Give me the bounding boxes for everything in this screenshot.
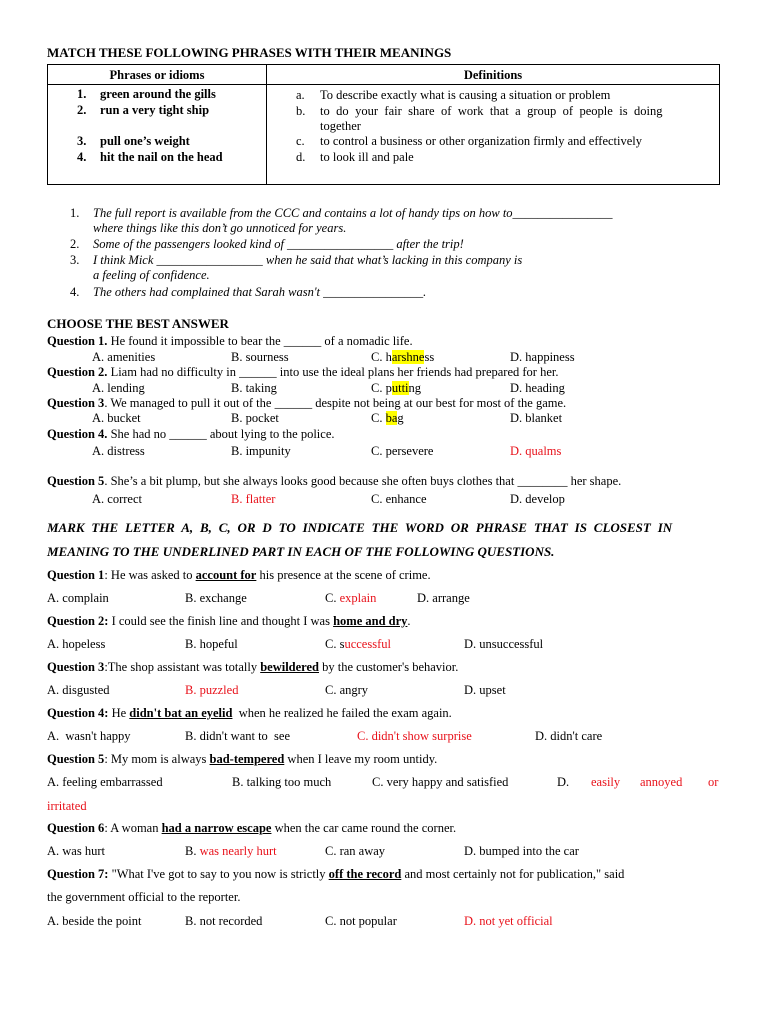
s3-q7-option-a[interactable]: A. beside the point bbox=[47, 914, 142, 928]
s3-q6-option-c[interactable]: C. ran away bbox=[325, 844, 386, 858]
s3-q2-option-a[interactable]: A. hopeless bbox=[47, 637, 106, 651]
phrase-1-text: green around the gills bbox=[100, 87, 216, 101]
sentence-1-num: 1. bbox=[70, 206, 80, 220]
s3-q4-option-c[interactable]: C. didn't show surprise bbox=[357, 729, 472, 743]
s2-q2-option-a[interactable]: A. lending bbox=[92, 381, 145, 395]
phrase-1: 1. bbox=[77, 87, 87, 101]
mark-section-title-1: MARK THE LETTER A, B, C, OR D TO INDICATE THE WORD OR PHRASE THAT IS CLOSEST IN bbox=[47, 520, 673, 535]
s3-q3-option-c[interactable]: C. angry bbox=[325, 683, 369, 697]
s2-q1-option-b[interactable]: B. sourness bbox=[231, 350, 289, 364]
s2-question-2: Question 2. Liam had no difficulty in ______ into use the ideal plans her friends had prepared for her. bbox=[47, 365, 559, 379]
s2-q2-option-b[interactable]: B. taking bbox=[231, 381, 277, 395]
definition-a: To describe exactly what is causing a situation or problem bbox=[320, 88, 611, 102]
sentence-1: The full report is available from the CCC and contains a lot of handy tips on how to________________ bbox=[93, 206, 613, 220]
s2-q5-option-d[interactable]: D. develop bbox=[510, 492, 565, 506]
s3-q7-option-d[interactable]: D. not yet official bbox=[464, 914, 553, 928]
s3-q2-option-c[interactable]: C. successful bbox=[325, 637, 391, 651]
s3-question-7: Question 7: "What I've got to say to you now is strictly off the record and most certainly not for publication," said bbox=[47, 867, 625, 881]
sentence-3: I think Mick _________________ when he said that what’s lacking in this company is bbox=[93, 253, 523, 267]
s2-q3-option-b[interactable]: B. pocket bbox=[231, 411, 279, 425]
s3-question-6: Question 6: A woman had a narrow escape when the car came round the corner. bbox=[47, 821, 457, 835]
s3-q4-option-d[interactable]: D. didn't care bbox=[535, 729, 603, 743]
definition-b: to do your fair share of work that a group of people is doing bbox=[320, 104, 663, 118]
s3-q1-option-b[interactable]: B. exchange bbox=[185, 591, 247, 605]
s2-q3-option-d[interactable]: D. blanket bbox=[510, 411, 563, 425]
definition-a-letter: a. bbox=[296, 88, 305, 102]
s3-q2-option-b[interactable]: B. hopeful bbox=[185, 637, 238, 651]
s3-q4-option-b[interactable]: B. didn't want to see bbox=[185, 729, 291, 743]
s3-q5-option-d-cont[interactable]: irritated bbox=[47, 799, 87, 813]
s3-q3-option-d[interactable]: D. upset bbox=[464, 683, 506, 697]
s3-question-4: Question 4: He didn't bat an eyelid when he realized he failed the exam again. bbox=[47, 706, 452, 720]
mark-section-title-2: MEANING TO THE UNDERLINED PART IN EACH OF THE FOLLOWING QUESTIONS. bbox=[47, 544, 555, 559]
phrase-2-text: run a very tight ship bbox=[100, 103, 210, 117]
s3-q5-option-a[interactable]: A. feeling embarrassed bbox=[47, 775, 163, 789]
s2-q1-option-a[interactable]: A. amenities bbox=[92, 350, 156, 364]
col-header-phrases: Phrases or idioms bbox=[109, 68, 205, 82]
s3-question-5: Question 5: My mom is always bad-tempered when I leave my room untidy. bbox=[47, 752, 438, 766]
s2-question-4: Question 4. She had no ______ about lying to the police. bbox=[47, 427, 335, 441]
s3-q5-option-d-word3[interactable]: or bbox=[708, 775, 719, 789]
s3-q5-option-d-word2[interactable]: annoyed bbox=[640, 775, 683, 789]
sentence-3-num: 3. bbox=[70, 253, 80, 267]
phrase-2: 2. bbox=[77, 103, 87, 117]
definition-b-cont: together bbox=[320, 119, 361, 133]
s2-q3-option-c[interactable]: C. bag bbox=[371, 411, 404, 425]
match-section-title: MATCH THESE FOLLOWING PHRASES WITH THEIR MEANINGS bbox=[47, 45, 452, 60]
col-header-definitions: Definitions bbox=[463, 68, 523, 82]
s2-question-5: Question 5. She’s a bit plump, but she always looks good because she often buys clothes that ________ her shape. bbox=[47, 474, 622, 488]
s3-q6-option-d[interactable]: D. bumped into the car bbox=[464, 844, 579, 858]
s3-q1-option-a[interactable]: A. complain bbox=[47, 591, 109, 605]
s3-q6-option-a[interactable]: A. was hurt bbox=[47, 844, 105, 858]
s3-question-3: Question 3:The shop assistant was totally bewildered by the customer's behavior. bbox=[47, 660, 459, 674]
s3-q1-option-c[interactable]: C. explain bbox=[325, 591, 377, 605]
s2-q1-option-c[interactable]: C. harshness bbox=[371, 350, 435, 364]
sentence-4-num: 4. bbox=[70, 285, 80, 299]
definition-b-letter: b. bbox=[296, 104, 306, 118]
s2-q5-option-c[interactable]: C. enhance bbox=[371, 492, 427, 506]
s3-question-2: Question 2: I could see the finish line and thought I was home and dry. bbox=[47, 614, 411, 628]
s2-q2-option-d[interactable]: D. heading bbox=[510, 381, 565, 395]
sentence-3-cont: a feeling of confidence. bbox=[93, 268, 210, 282]
s2-q5-option-b[interactable]: B. flatter bbox=[231, 492, 276, 506]
sentence-1-cont: where things like this don’t go unnoticed for years. bbox=[93, 221, 347, 235]
sentence-4: The others had complained that Sarah wasn't ________________. bbox=[93, 285, 427, 299]
s3-q5-option-d-word1[interactable]: easily bbox=[591, 775, 621, 789]
s3-q7-option-b[interactable]: B. not recorded bbox=[185, 914, 263, 928]
s2-q4-option-b[interactable]: B. impunity bbox=[231, 444, 291, 458]
s3-q5-option-c[interactable]: C. very happy and satisfied bbox=[372, 775, 509, 789]
choose-section-title: CHOOSE THE BEST ANSWER bbox=[47, 316, 229, 331]
definition-d: to look ill and pale bbox=[320, 150, 414, 164]
s3-q1-option-d[interactable]: D. arrange bbox=[417, 591, 470, 605]
definition-c: to control a business or other organization firmly and effectively bbox=[320, 134, 643, 148]
phrase-3: 3. bbox=[77, 134, 87, 148]
s3-question-7-cont: the government official to the reporter. bbox=[47, 890, 241, 904]
s2-q4-option-d[interactable]: D. qualms bbox=[510, 444, 562, 458]
phrase-4: 4. bbox=[77, 150, 87, 164]
s3-q6-option-b[interactable]: B. was nearly hurt bbox=[185, 844, 277, 858]
s2-question-3: Question 3. We managed to pull it out of the ______ despite not being at our best for most of the game. bbox=[47, 396, 567, 410]
s3-q3-option-b[interactable]: B. puzzled bbox=[185, 683, 239, 697]
s2-q2-option-c[interactable]: C. putting bbox=[371, 381, 422, 395]
phrase-4-text: hit the nail on the head bbox=[100, 150, 223, 164]
s2-q1-option-d[interactable]: D. happiness bbox=[510, 350, 575, 364]
s2-q5-option-a[interactable]: A. correct bbox=[92, 492, 142, 506]
s3-q5-option-b[interactable]: B. talking too much bbox=[232, 775, 332, 789]
s3-q5-option-d-letter[interactable]: D. bbox=[557, 775, 570, 789]
s2-question-1: Question 1. He found it impossible to bear the ______ of a nomadic life. bbox=[47, 334, 413, 348]
sentence-2-num: 2. bbox=[70, 237, 80, 251]
s2-q4-option-a[interactable]: A. distress bbox=[92, 444, 145, 458]
s3-q7-option-c[interactable]: C. not popular bbox=[325, 914, 397, 928]
phrases-definitions-table bbox=[47, 64, 720, 185]
phrase-3-text: pull one’s weight bbox=[100, 134, 190, 148]
s3-question-1: Question 1: He was asked to account for his presence at the scene of crime. bbox=[47, 568, 431, 582]
s3-q4-option-a[interactable]: A. wasn't happy bbox=[47, 729, 131, 743]
s2-q3-option-a[interactable]: A. bucket bbox=[92, 411, 141, 425]
s3-q2-option-d[interactable]: D. unsuccessful bbox=[464, 637, 544, 651]
sentence-2: Some of the passengers looked kind of _________________ after the trip! bbox=[93, 237, 464, 251]
definition-d-letter: d. bbox=[296, 150, 306, 164]
definition-c-letter: c. bbox=[296, 134, 305, 148]
s2-q4-option-c[interactable]: C. persevere bbox=[371, 444, 434, 458]
s3-q3-option-a[interactable]: A. disgusted bbox=[47, 683, 110, 697]
